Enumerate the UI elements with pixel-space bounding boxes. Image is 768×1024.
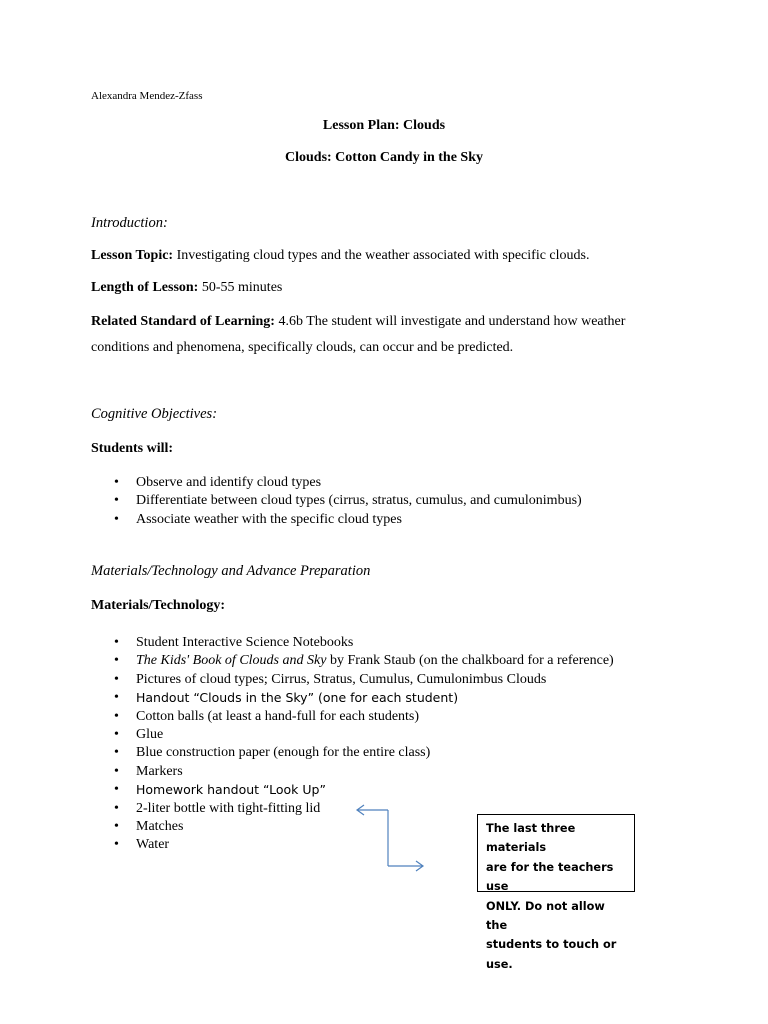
list-item: • Cotton balls (at least a hand-full for each students) bbox=[114, 708, 420, 724]
page-subtitle: Clouds: Cotton Candy in the Sky bbox=[285, 150, 483, 165]
list-item: • The Kids' Book of Clouds and Sky by Frank Staub (on the chalkboard for a reference) bbox=[114, 653, 614, 669]
author-name: Alexandra Mendez-Zfass bbox=[91, 90, 203, 102]
lesson-topic bbox=[91, 248, 589, 264]
callout-line: The last three materials bbox=[486, 822, 576, 855]
callout-line: ONLY. Do not allow the bbox=[486, 899, 605, 933]
lesson-length-label: Length of Lesson: bbox=[91, 280, 199, 295]
list-item: • Markers bbox=[114, 763, 183, 779]
list-item: • Handout “Clouds in the Sky” (one for each student) bbox=[114, 690, 459, 706]
list-item: • Water bbox=[114, 837, 170, 853]
list-item: • Glue bbox=[114, 726, 164, 742]
callout-line: are for the teachers use bbox=[486, 860, 614, 894]
objectives-list bbox=[91, 474, 582, 529]
book-title: The Kids' Book of Clouds and Sky bbox=[136, 653, 327, 669]
list-item: • Observe and identify cloud types bbox=[114, 475, 322, 490]
lesson-length bbox=[91, 280, 282, 296]
list-item: • 2-liter bottle with tight-fitting lid bbox=[114, 800, 321, 816]
introduction-heading: Introduction: bbox=[91, 215, 168, 231]
list-item: • Student Interactive Science Notebooks bbox=[114, 635, 354, 650]
lesson-length-text: 50-55 minutes bbox=[201, 280, 283, 295]
materials-heading: Materials/Technology and Advance Preparation bbox=[91, 563, 371, 579]
objectives-heading: Cognitive Objectives: bbox=[91, 406, 218, 422]
materials-subheading: Materials/Technology: bbox=[91, 598, 226, 613]
lesson-topic-label: Lesson Topic: bbox=[91, 248, 174, 263]
teacher-only-callout bbox=[477, 814, 635, 971]
list-item: • Associate weather with the specific cloud types bbox=[114, 511, 402, 527]
lesson-topic-text: Investigating cloud types and the weather associated with specific clouds. bbox=[176, 248, 590, 263]
list-item: • Blue construction paper (enough for the entire class) bbox=[114, 745, 431, 761]
list-item: • Matches bbox=[114, 818, 184, 834]
list-item: • Homework handout “Look Up” bbox=[114, 782, 326, 798]
related-standard-text: 4.6b The student will investigate and understand how weather conditions and phenomena, specifically clouds, can occur and be predicted. bbox=[91, 314, 626, 355]
page-title: Lesson Plan: Clouds bbox=[322, 118, 446, 133]
related-standard bbox=[91, 309, 681, 361]
bracket-arrow-icon bbox=[340, 798, 440, 878]
list-item: • Pictures of cloud types; Cirrus, Stratus, Cumulus, Cumulonimbus Clouds bbox=[114, 671, 547, 687]
objectives-subheading: Students will: bbox=[91, 441, 174, 456]
callout-line: students to touch or use. bbox=[486, 938, 617, 971]
related-standard-label: Related Standard of Learning: bbox=[91, 314, 275, 329]
list-item: • Differentiate between cloud types (cirrus, stratus, cumulus, and cumulonimbus) bbox=[114, 493, 582, 509]
